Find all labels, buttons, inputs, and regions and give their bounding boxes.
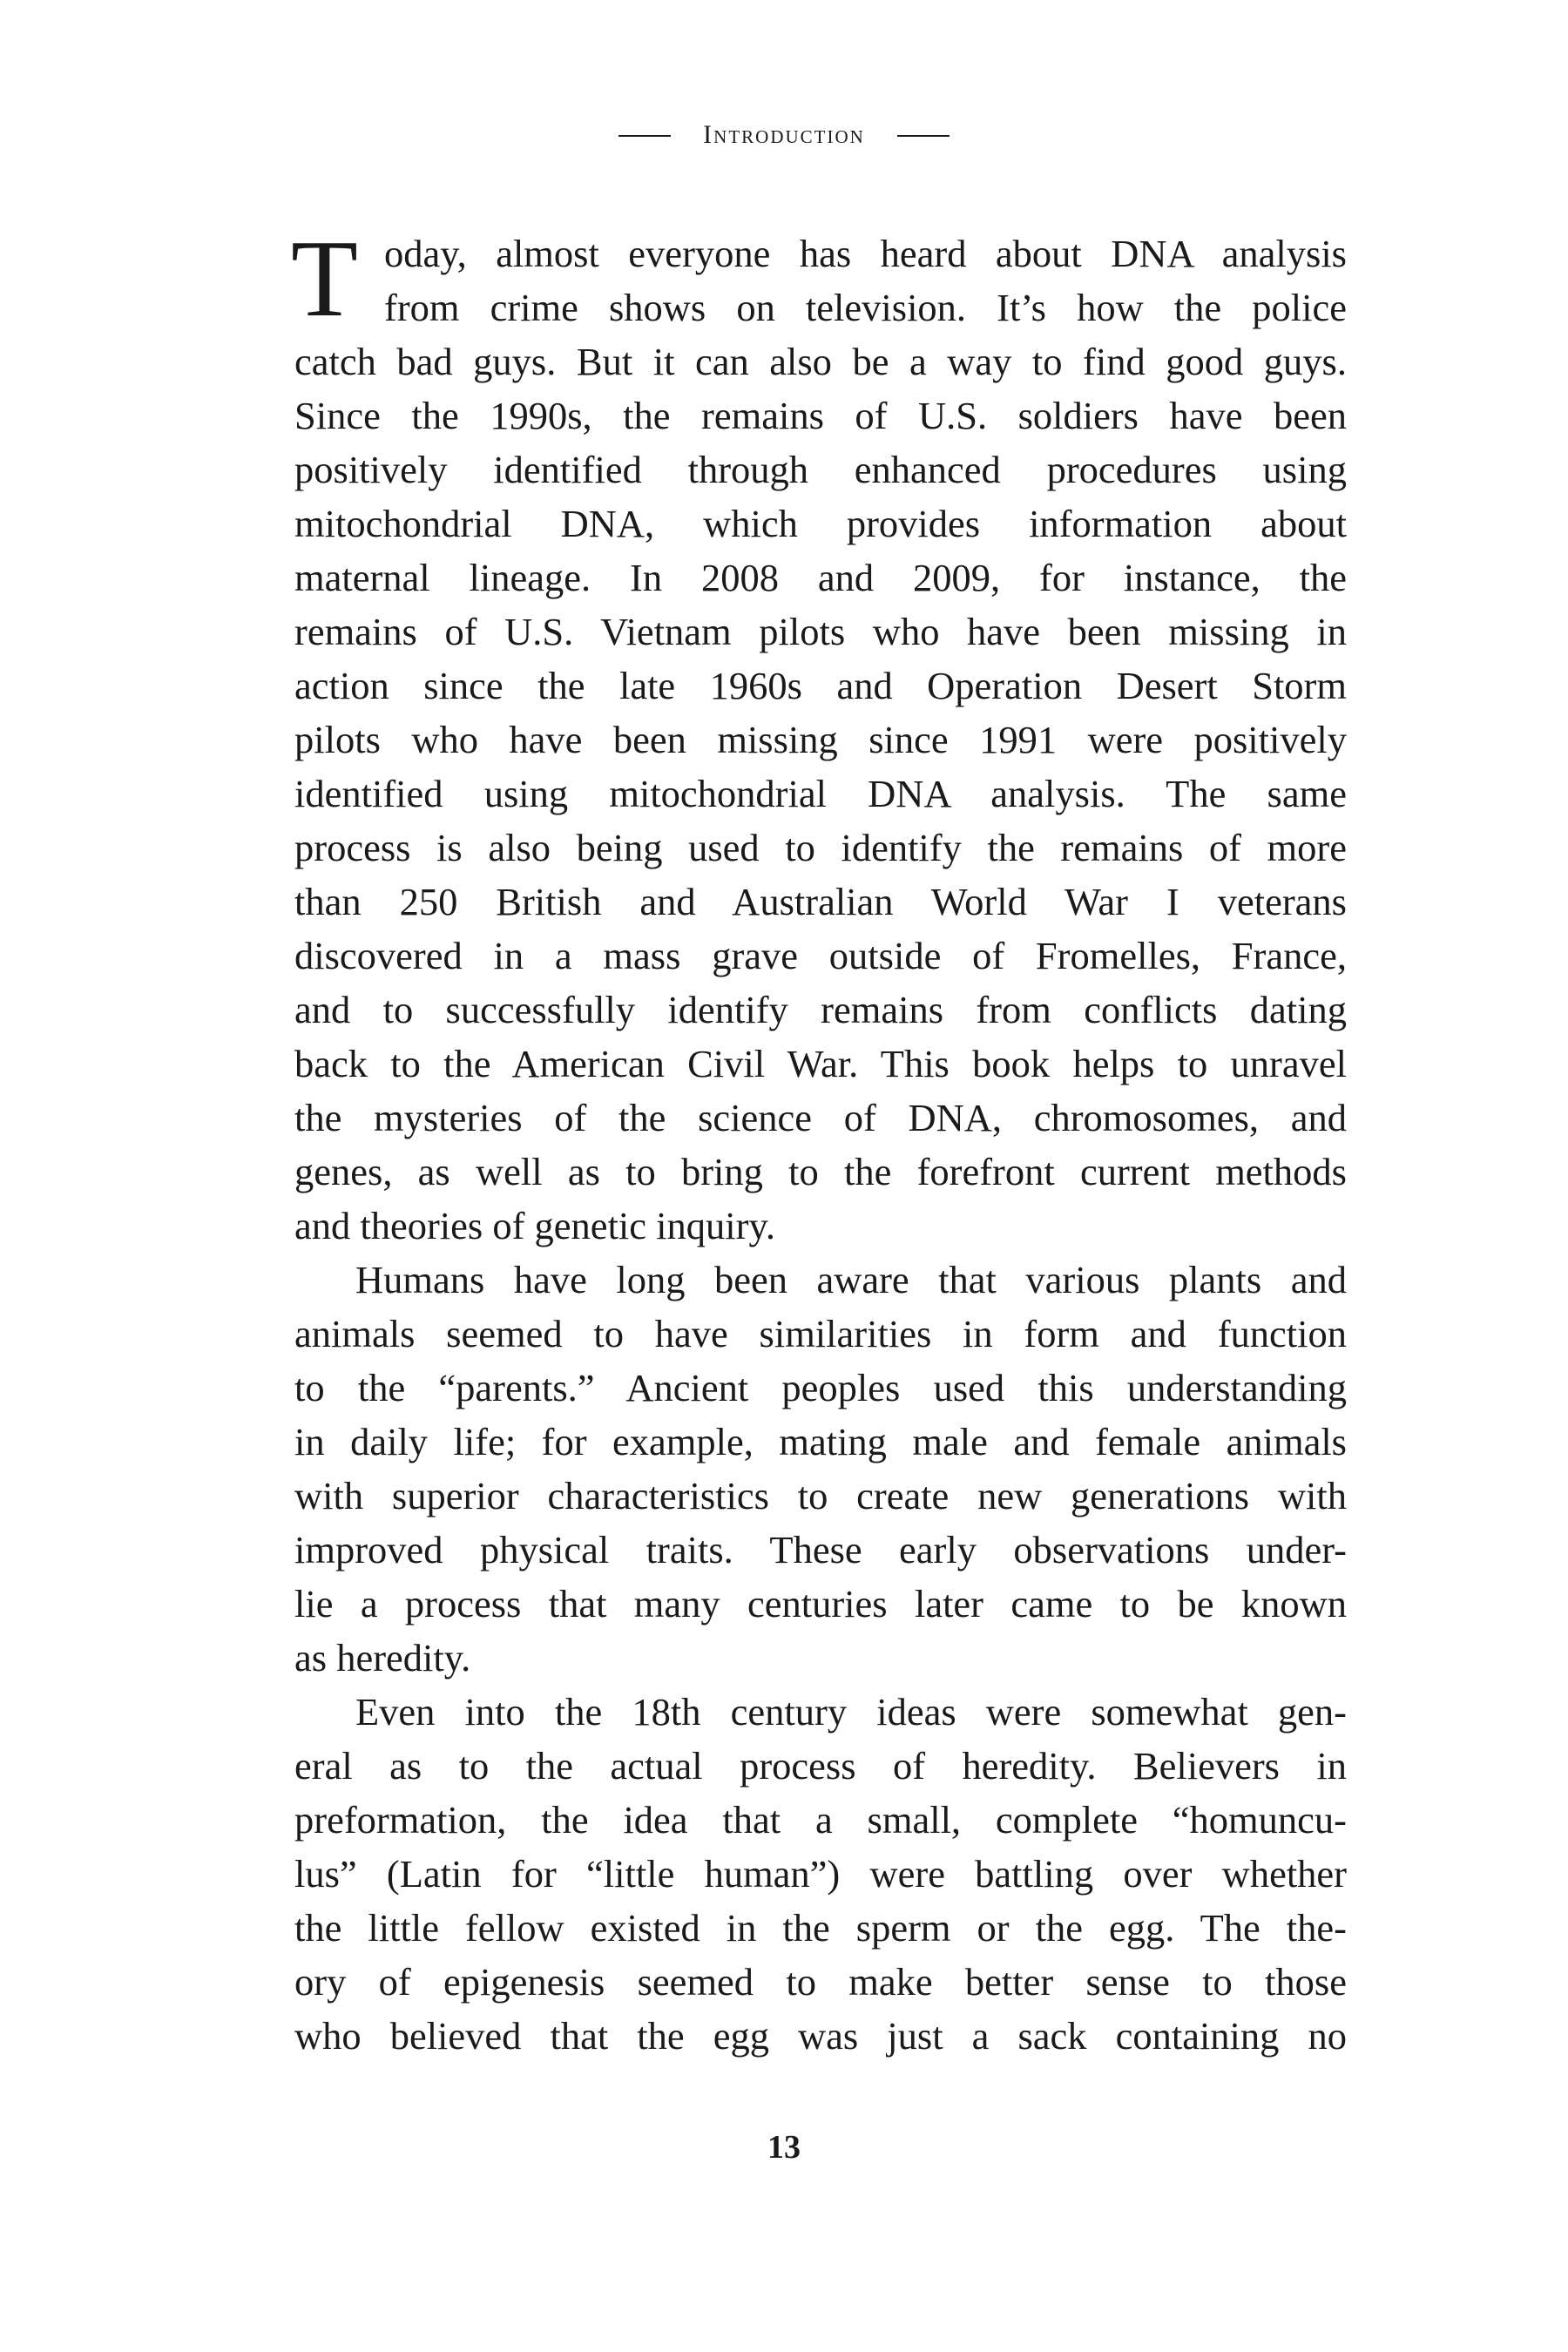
text-line: Humans have long been aware that various plants and [355,1258,1347,1301]
text-line: to the “parents.” Ancient peoples used this understanding [294,1366,1347,1409]
text-line: catch bad guys. But it can also be a way to find good guys. [294,340,1347,383]
text-line: mitochondrial DNA, which provides information about [294,502,1347,545]
text-line: who believed that the egg was just a sack containing no [294,2014,1347,2058]
text-line: maternal lineage. In 2008 and 2009, for instance, the [294,556,1347,599]
running-head [0,118,1568,152]
page-number: 13 [767,2129,801,2166]
text-line: Even into the 18th century ideas were somewhat gen- [355,1690,1347,1734]
text-line: in daily life; for example, mating male and female animals [294,1420,1347,1463]
text-line: remains of U.S. Vietnam pilots who have been missing in [294,610,1347,653]
running-head-rule-left [618,135,671,137]
text-line: and theories of genetic inquiry. [294,1204,775,1247]
text-line: process is also being used to identify the remains of more [294,826,1347,869]
running-head-title: Introduction [703,120,865,149]
text-line: preformation, the idea that a small, complete “homuncu- [294,1798,1347,1842]
drop-cap: T [291,219,358,340]
text-line: genes, as well as to bring to the forefront current methods [294,1150,1347,1193]
text-line: improved physical traits. These early observations under- [294,1528,1347,1571]
text-line: action since the late 1960s and Operation Desert Storm [294,664,1347,707]
text-line: eral as to the actual process of heredity. Believers in [294,1744,1347,1788]
text-line: lie a process that many centuries later came to be known [294,1582,1347,1625]
text-line: the mysteries of the science of DNA, chromosomes, and [294,1096,1347,1139]
text-line: and to successfully identify remains from conflicts dating [294,988,1347,1031]
text-line: positively identified through enhanced procedures using [294,448,1347,491]
text-line: lus” (Latin for “little human”) were battling over whether [294,1852,1347,1896]
text-line: as heredity. [294,1636,471,1680]
text-line: with superior characteristics to create new generations with [294,1474,1347,1517]
text-line: discovered in a mass grave outside of Fromelles, France, [294,934,1347,977]
text-line: oday, almost everyone has heard about DNA analysis [384,232,1347,275]
body-text [291,219,1347,2063]
text-line: animals seemed to have similarities in form and function [294,1312,1347,1355]
text-line: back to the American Civil War. This book helps to unravel [294,1042,1347,1085]
text-line: pilots who have been missing since 1991 were positively [294,718,1347,761]
text-line: the little fellow existed in the sperm or the egg. The the- [294,1906,1347,1950]
running-head-rule-right [897,135,950,137]
text-line: Since the 1990s, the remains of U.S. soldiers have been [294,394,1347,437]
text-line: identified using mitochondrial DNA analysis. The same [294,772,1347,815]
text-line: than 250 British and Australian World War I veterans [294,880,1347,923]
text-line: from crime shows on television. It’s how the police [384,286,1347,329]
text-line: ory of epigenesis seemed to make better sense to those [294,1960,1347,2004]
